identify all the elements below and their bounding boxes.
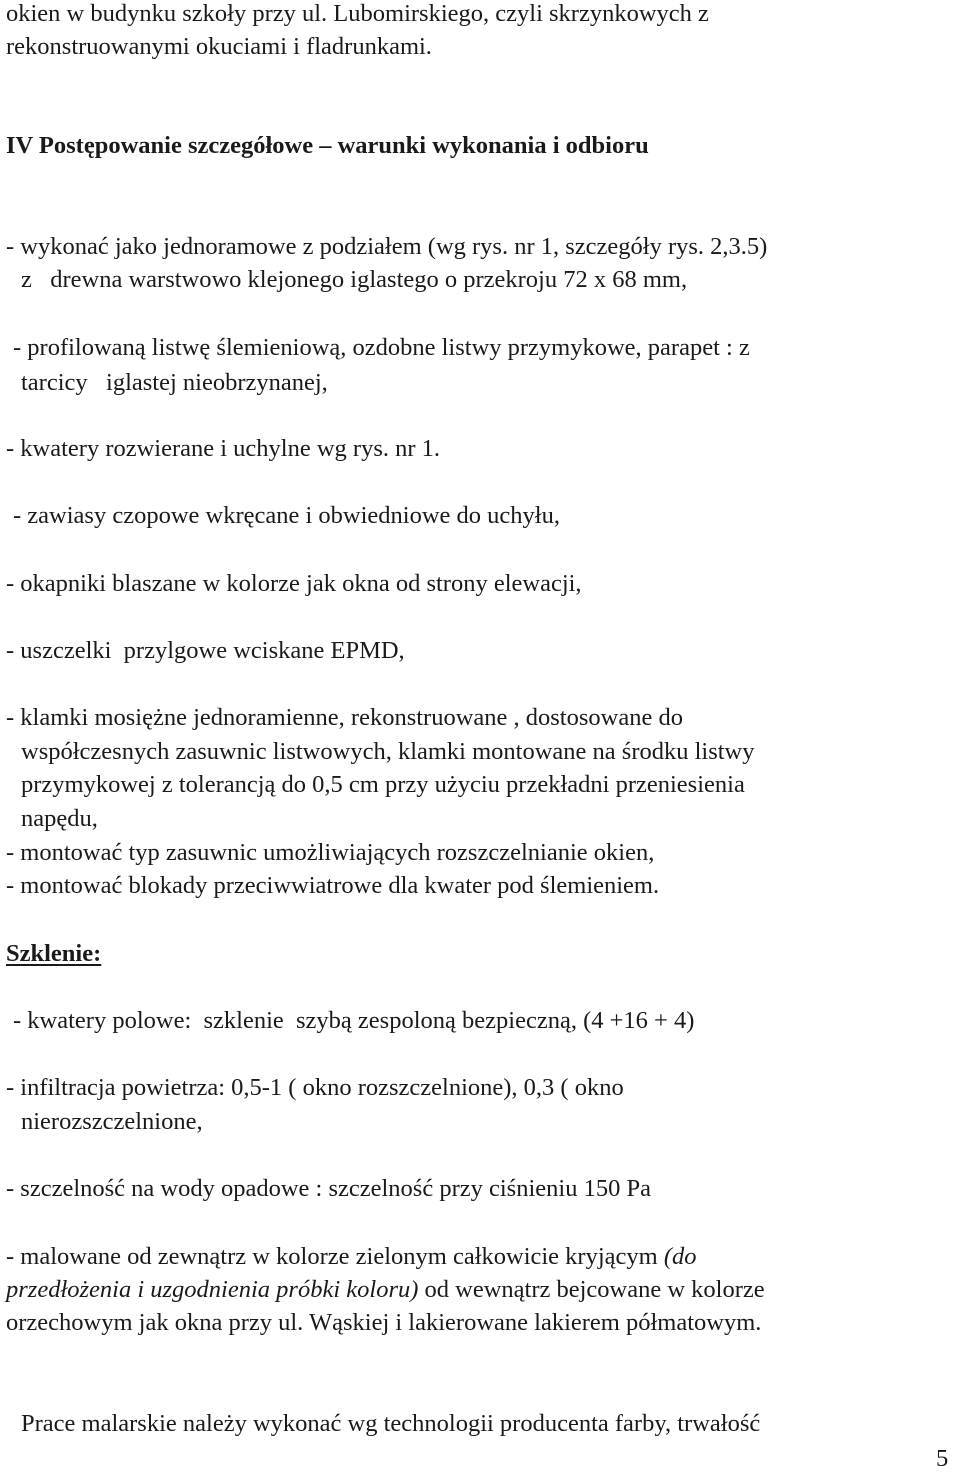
- intro-line-1: okien w budynku szkoły przy ul. Lubomirskiego, czyli skrzynkowych z: [6, 0, 709, 27]
- list-item: - kwatery rozwierane i uchylne wg rys. nr 1.: [6, 435, 441, 462]
- list-item: - uszczelki przylgowe wciskane EPMD,: [6, 637, 405, 664]
- paint-text: - malowane od zewnątrz w kolorze zielonym całkowicie kryjącym: [6, 1243, 664, 1270]
- paint-note: (do: [663, 1243, 697, 1270]
- glazing-heading: Szklenie:: [6, 940, 102, 967]
- list-item: - kwatery polowe: szklenie szybą zespoloną bezpieczną, (4 +16 + 4): [13, 1007, 695, 1034]
- paint-line-1: [6, 1245, 697, 1270]
- list-item: nierozszczelnione,: [21, 1108, 203, 1135]
- section-heading: IV Postępowanie szczegółowe – warunki wykonania i odbioru: [6, 132, 649, 159]
- list-item: - montować typ zasuwnic umożliwiających rozszczelnianie okien,: [6, 839, 655, 866]
- list-item: współczesnych zasuwnic listwowych, klamki montowane na środku listwy: [21, 738, 755, 765]
- list-item: - profilowaną listwę ślemieniową, ozdobne listwy przymykowe, parapet : z: [13, 334, 750, 361]
- list-item: - szczelność na wody opadowe : szczelność przy ciśnieniu 150 Pa: [6, 1175, 651, 1202]
- footer-line: Prace malarskie należy wykonać wg technologii producenta farby, trwałość: [21, 1410, 761, 1437]
- paint-line-2: [6, 1278, 765, 1303]
- list-item: - zawiasy czopowe wkręcane i obwiedniowe do uchyłu,: [13, 502, 560, 529]
- list-item: z drewna warstwowo klejonego iglastego o przekroju 72 x 68 mm,: [21, 266, 688, 293]
- list-item: przymykowej z tolerancją do 0,5 cm przy użyciu przekładni przeniesienia: [21, 771, 745, 798]
- paint-text: od wewnątrz bejcowane w kolorze: [418, 1276, 765, 1303]
- list-item: - montować blokady przeciwwiatrowe dla kwater pod ślemieniem.: [6, 872, 660, 899]
- list-item: - infiltracja powietrza: 0,5-1 ( okno rozszczelnione), 0,3 ( okno: [6, 1074, 624, 1101]
- paint-line-3: orzechowym jak okna przy ul. Wąskiej i lakierowane lakierem półmatowym.: [6, 1309, 762, 1336]
- list-item: - klamki mosiężne jednoramienne, rekonstruowane , dostosowane do: [6, 704, 683, 731]
- list-item: napędu,: [21, 805, 98, 832]
- paint-note: przedłożenia i uzgodnienia próbki koloru): [6, 1276, 419, 1303]
- intro-line-2: rekonstruowanymi okuciami i fladrunkami.: [6, 33, 432, 60]
- list-item: tarcicy iglastej nieobrzynanej,: [21, 369, 328, 396]
- list-item: - okapniki blaszane w kolorze jak okna od strony elewacji,: [6, 570, 582, 597]
- list-item: - wykonać jako jednoramowe z podziałem (wg rys. nr 1, szczegóły rys. 2,3.5): [6, 233, 768, 260]
- page-number: 5: [936, 1445, 949, 1472]
